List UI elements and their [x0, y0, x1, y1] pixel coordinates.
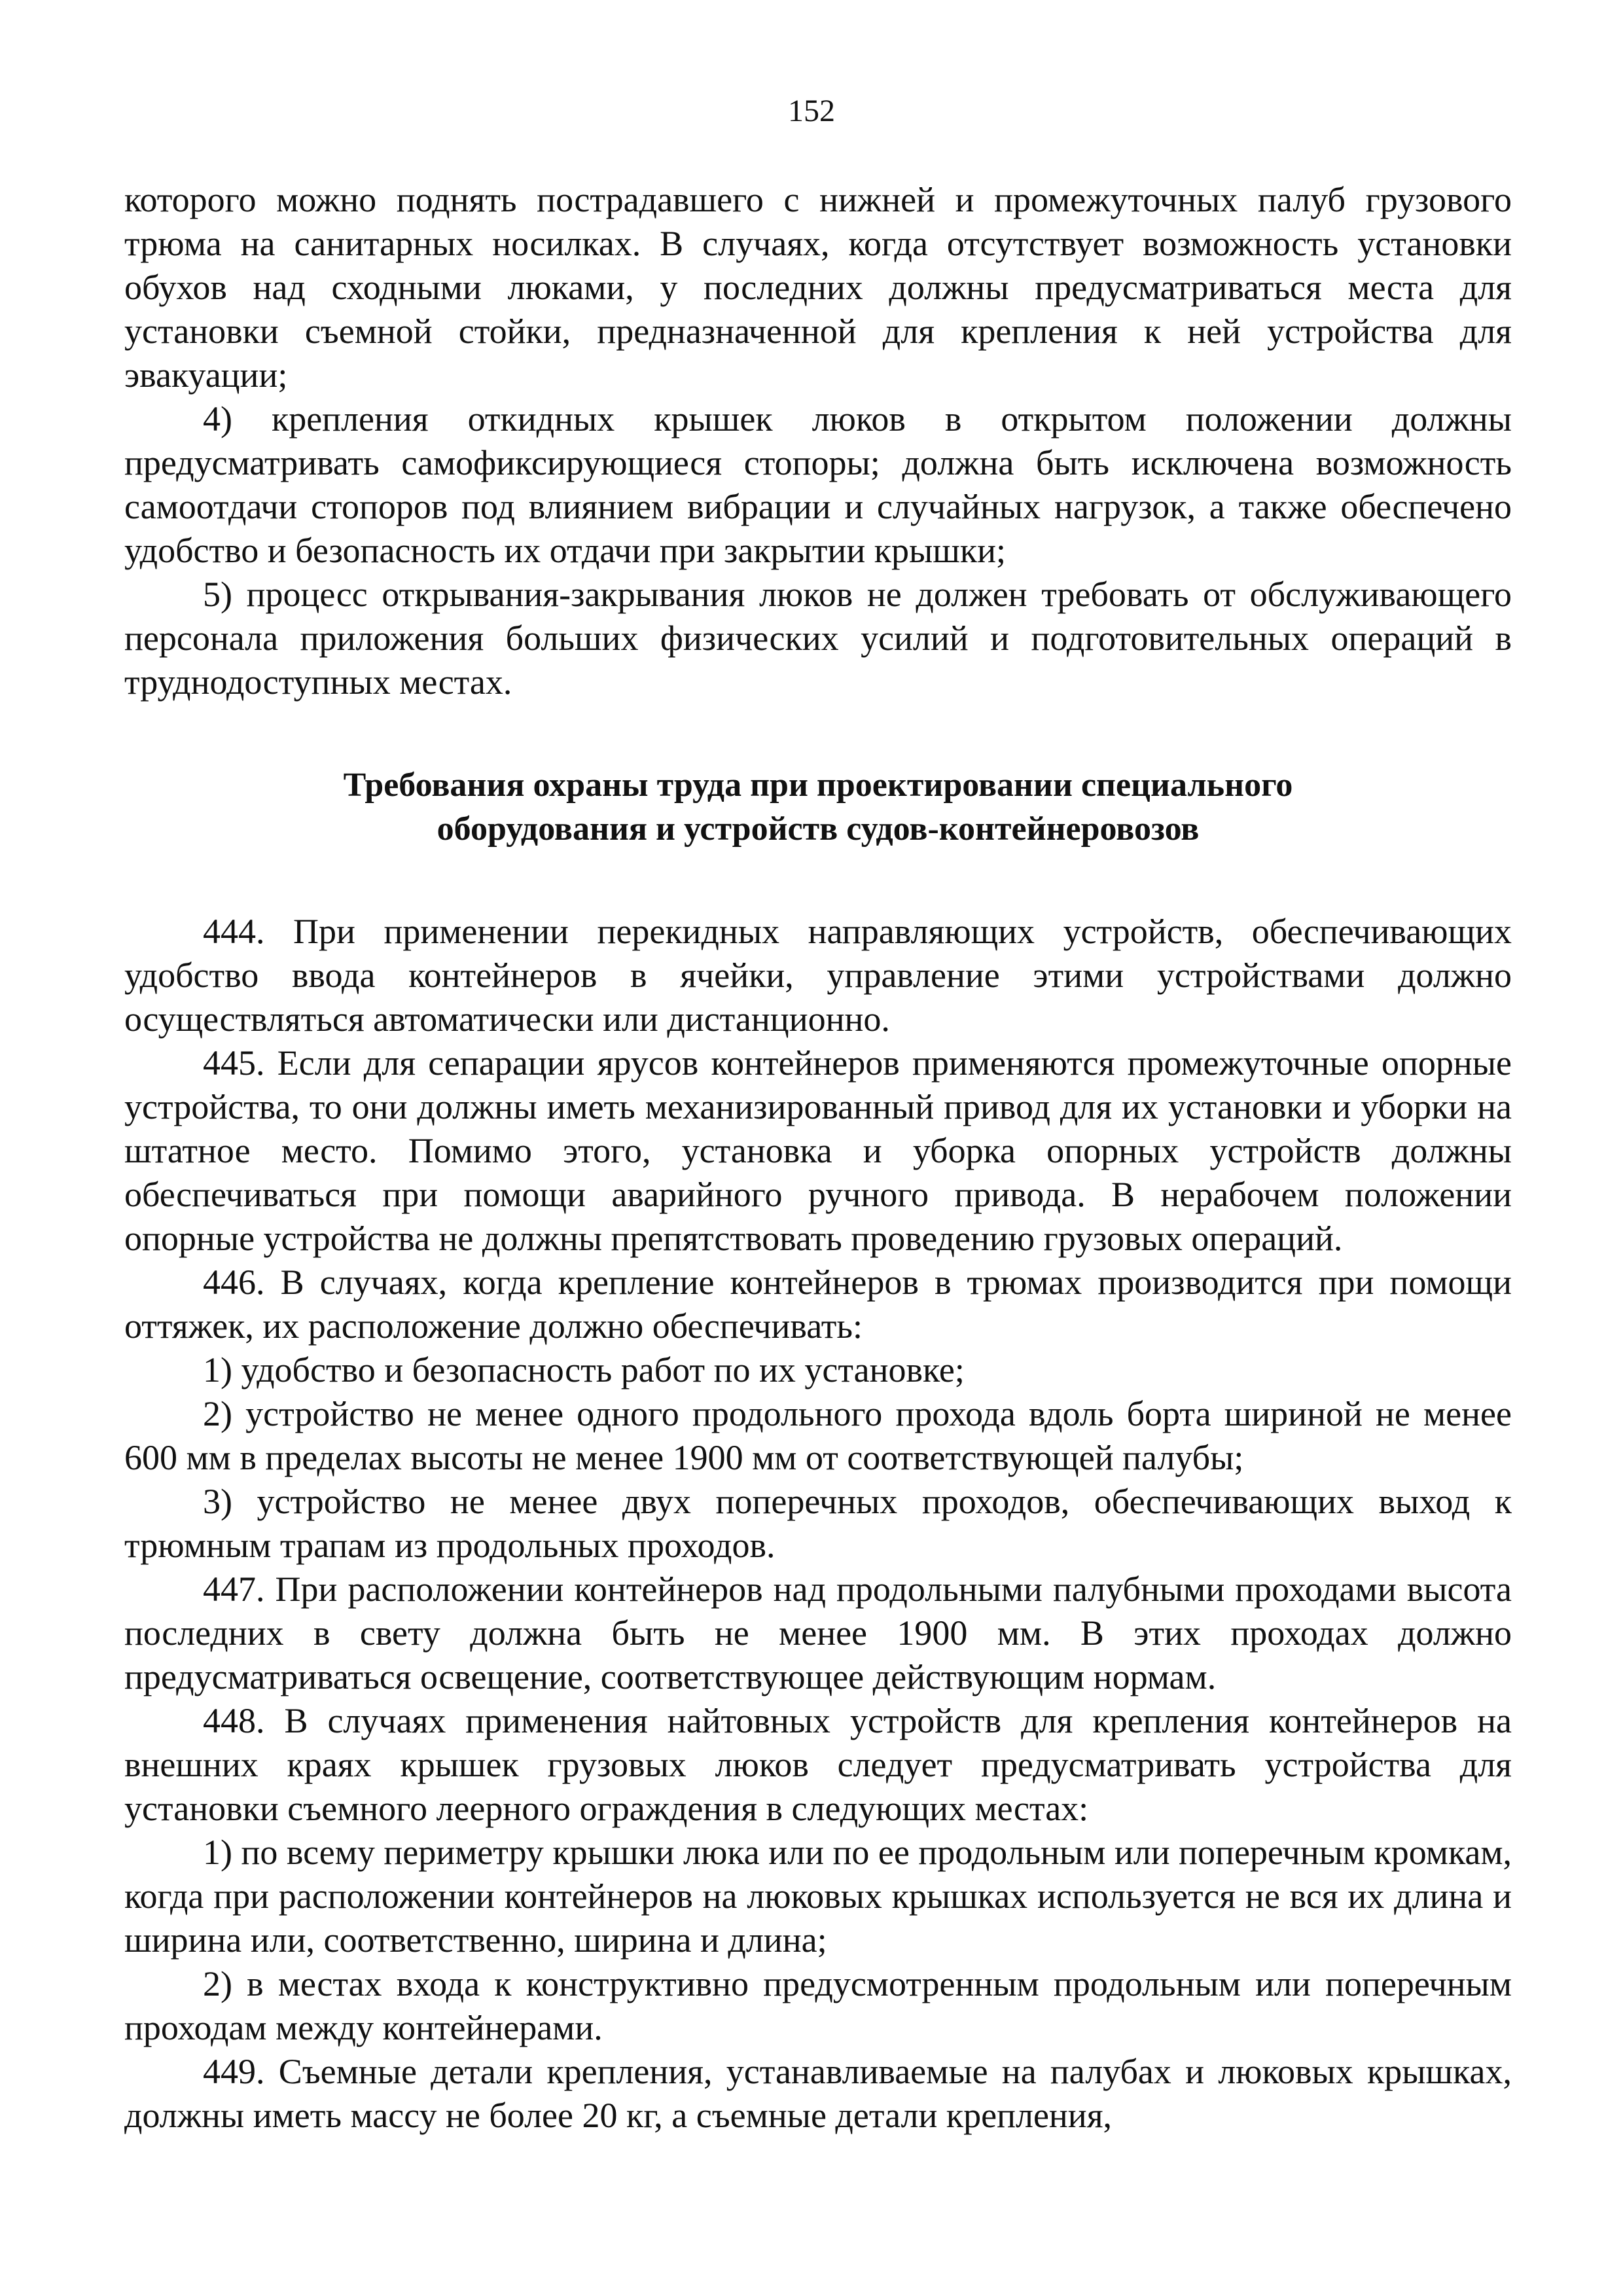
list-item: 2) устройство не менее одного продольного прохода вдоль борта шириной не менее 600 мм в пределах высоты не менее 1900 мм от соответствующей палубы;	[124, 1394, 1512, 1477]
list-item: 2) в местах входа к конструктивно предусмотренным продольным или поперечным проходам между контейнерами.	[124, 1964, 1512, 2047]
paragraph: 5) процесс открывания-закрывания люков не должен требовать от обслуживающего персонала приложения больших физических усилий и подготовительных операций в труднодоступных местах.	[124, 575, 1512, 702]
list-item: 3) устройство не менее двух поперечных проходов, обеспечивающих выход к трюмным трапам из продольных проходов.	[124, 1482, 1512, 1565]
section-heading	[124, 763, 1512, 851]
list-item: 1) по всему периметру крышки люка или по ее продольным или поперечным кромкам, когда при расположении контейнеров на люковых крышках используется не вся их длина и ширина или, соответственно, ширина и длина;	[124, 1833, 1512, 1960]
paragraph: 445. Если для сепарации ярусов контейнеров применяются промежуточные опорные устройства, то они должны иметь механизированный привод для их установки и уборки на штатное место. Помимо этого, установка и уборка опорных устройств должны обеспечиваться при помощи аварийного ручного привода. В нерабочем положении опорные устройства не должны препятствовать проведению грузовых операций.	[124, 1043, 1512, 1258]
paragraph: 447. При расположении контейнеров над продольными палубными проходами высота последних в свету должна быть не менее 1900 мм. В этих проходах должно предусматриваться освещение, соответствующее действующим нормам.	[124, 1570, 1512, 1696]
section-heading-line: оборудования и устройств судов-контейнеровозов	[437, 810, 1200, 848]
paragraph: 444. При применении перекидных направляющих устройств, обеспечивающих удобство ввода контейнеров в ячейки, управление этими устройствами должно осуществляться автоматически или дистанционно.	[124, 912, 1512, 1039]
section-heading-line: Требования охраны труда при проектировании специального	[343, 766, 1293, 804]
page-number: 152	[788, 94, 835, 128]
paragraph: 449. Съемные детали крепления, устанавливаемые на палубах и люковых крышках, должны иметь массу не более 20 кг, а съемные детали крепления,	[124, 2052, 1512, 2135]
document-body	[124, 178, 1512, 2138]
paragraph: 4) крепления откидных крышек люков в открытом положении должны предусматривать самофиксирующиеся стопоры; должна быть исключена возможность самоотдачи стопоров под влиянием вибрации и случайных нагрузок, а также обеспечено удобство и безопасность их отдачи при закрытии крышки;	[124, 399, 1512, 570]
list-item: 1) удобство и безопасность работ по их установке;	[203, 1350, 965, 1390]
paragraph: которого можно поднять пострадавшего с нижней и промежуточных палуб грузового трюма на санитарных носилках. В случаях, когда отсутствует возможность установки обухов над сходными люками, у последних должны предусматриваться места для установки съемной стойки, предназначенной для крепления к ней устройства для эвакуации;	[124, 180, 1512, 395]
paragraph: 448. В случаях применения найтовных устройств для крепления контейнеров на внешних краях крышек грузовых люков следует предусматривать устройства для установки съемного леерного ограждения в следующих местах:	[124, 1701, 1512, 1828]
paragraph: 446. В случаях, когда крепление контейнеров в трюмах производится при помощи оттяжек, их расположение должно обеспечивать:	[124, 1263, 1512, 1346]
